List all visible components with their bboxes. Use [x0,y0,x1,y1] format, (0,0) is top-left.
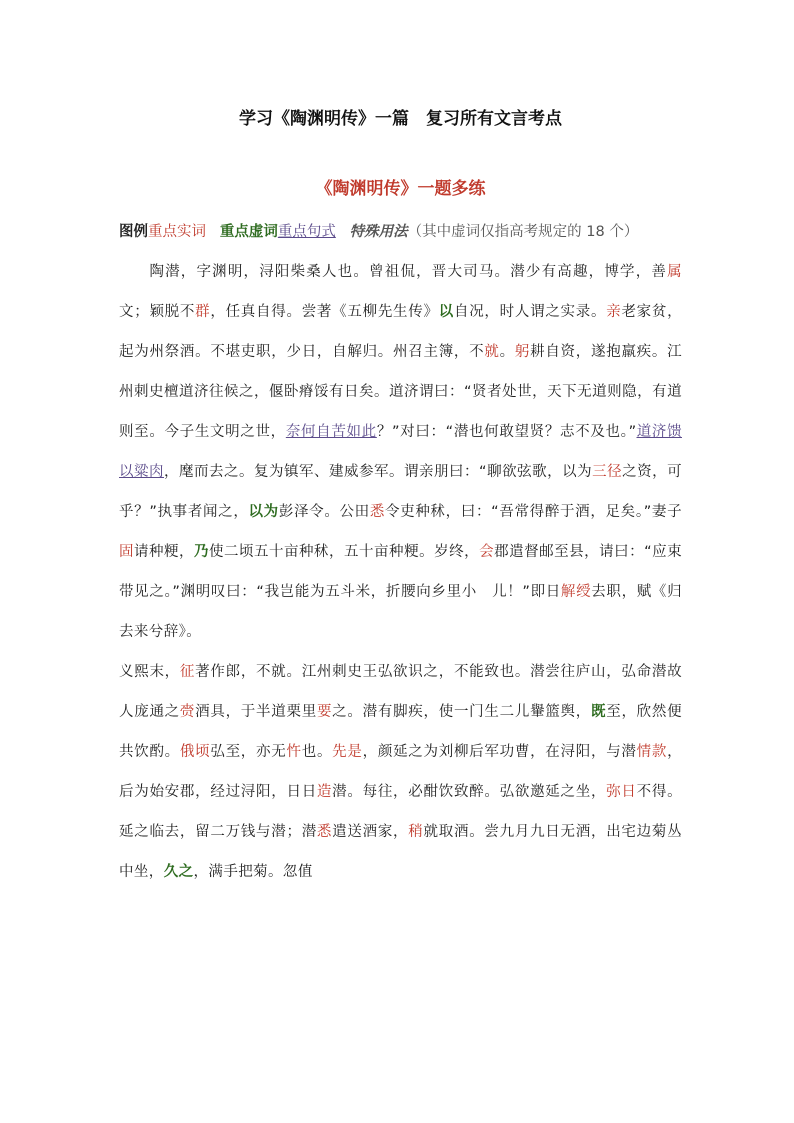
key-content-word: 征 [179,664,196,680]
text-run: 就取酒。尝九月九日无酒，出宅边菊丛中坐， [119,824,683,880]
paragraph-2 [119,652,682,892]
text-run: ，颜延之为刘柳后军功曹，在浔阳，与潜 [362,744,637,760]
key-function-word: 久之 [163,864,194,880]
text-run: 遣送酒家， [332,824,409,840]
text-run: 老家贫，起为州祭酒。不堪吏职，少日，自解归。州召主簿，不 [119,304,683,360]
key-content-word: 群 [195,304,211,320]
key-content-word: 稍 [408,824,424,840]
key-content-word: 解绶 [560,584,592,600]
key-content-word: 造 [316,784,333,800]
paragraph-1 [119,252,682,652]
section-title: 《陶渊明传》一题多练 [315,179,486,199]
text-run: 。 [499,344,515,360]
key-content-word: 悉 [316,824,333,840]
key-content-word: 躬 [514,344,531,360]
article-body [119,252,682,892]
text-run: 耕自资，遂抱羸疾。江州刺史檀道济往候之，偃卧瘠馁有日矣。道济谓曰：“贤者处世，天下无道则隐，有道则至。今子生文明之世， [119,344,683,440]
key-content-word: 三径 [592,464,623,480]
document-title: 学习《陶渊明传》一篇 复习所有文言考点 [239,109,562,129]
key-function-word: 既 [590,704,607,720]
text-run: 文；颖脱不 [119,304,196,320]
key-sentence-pattern: 道济馈以粱肉 [119,424,682,480]
text-run: ，后为始安郡，经过浔阳，日日 [119,744,682,800]
text-run: 请种粳， [134,544,195,560]
key-content-word: 赍 [179,704,196,720]
legend-key-teshu: 特殊用法 [349,224,408,240]
text-run: 自况，时人谓之实录。 [453,304,607,320]
key-content-word: 弥日 [606,784,637,800]
text-run: 不得。延之临去，留二万钱与潜；潜 [119,784,683,840]
text-run: ？”对曰：“潜也何敢望贤？志不及也。” [376,424,637,440]
text-run: 潜。每往，必酣饮致醉。弘欲邀延之坐， [332,784,607,800]
key-content-word: 要 [316,704,333,720]
text-run: 之。潜有脚疾，使一门生二儿轝篮舆， [332,704,591,720]
legend-key-shici: 重点实词 [148,224,206,240]
text-run: ，麾而去之。复为镇军、建威参军。谓亲朋曰：“聊欲弦歌，以为 [164,464,593,480]
text-run: 也。 [301,744,333,760]
text-run: ，满手把菊。忽值 [193,864,313,880]
text-run: 去职，赋《归去来兮辞》。 [119,584,682,640]
key-content-word: 固 [119,544,135,560]
legend-key-jushi: 重点句式 [277,224,336,240]
text-run: 著作郎，不就。江州刺史王弘欲识之，不能致也。潜尝往庐山，弘命潜故人庞通之 [119,664,683,720]
text-run: 使二顷五十亩种秫，五十亩种粳。岁终， [209,544,480,560]
legend [119,212,682,252]
text-run: 弘至，亦无 [210,744,287,760]
legend-note: （其中虚词仅指高考规定的 18 个） [407,224,639,240]
text-run: 令吏种秫，曰：“吾常得醉于酒，足矣。”妻子 [385,504,682,520]
key-content-word: 就 [484,344,500,360]
text-run: 义熙末， [119,664,180,680]
text-run: 彭泽令。公田 [278,504,370,520]
key-function-word: 以 [438,304,454,320]
key-function-word: 以为 [248,504,279,520]
text-run: 陶潜，字渊明，浔阳柴桑人也。曾祖侃，晋大司马。潜少有高趣，博学，善 [149,264,668,280]
key-content-word: 会 [479,544,495,560]
key-content-word: 先是 [332,744,363,760]
text-run: ，任真自得。尝著《五柳先生传》 [210,304,439,320]
key-content-word: 属 [667,264,682,280]
key-function-word: 乃 [194,544,210,560]
key-content-word: 俄顷 [179,744,211,760]
legend-label: 图例 [119,224,148,240]
key-content-word: 亲 [606,304,622,320]
key-content-word: 悉 [369,504,386,520]
text-run: 酒具，于半道栗里 [195,704,317,720]
text-run: 郡遣督邮至县，请曰：“应束带见之。”渊明叹曰：“我岂能为五斗米，折腰向乡里小 儿！”即日 [119,544,683,600]
text-run: 至，欣然便共饮酌。 [119,704,683,760]
key-sentence-pattern: 奈何自苦如此 [285,424,377,440]
legend-key-xuci: 重点虚词 [219,224,278,240]
key-content-word: 忤 [286,744,302,760]
text-run: 之资，可乎？”执事者闻之， [119,464,682,520]
key-content-word: 情款 [636,744,668,760]
